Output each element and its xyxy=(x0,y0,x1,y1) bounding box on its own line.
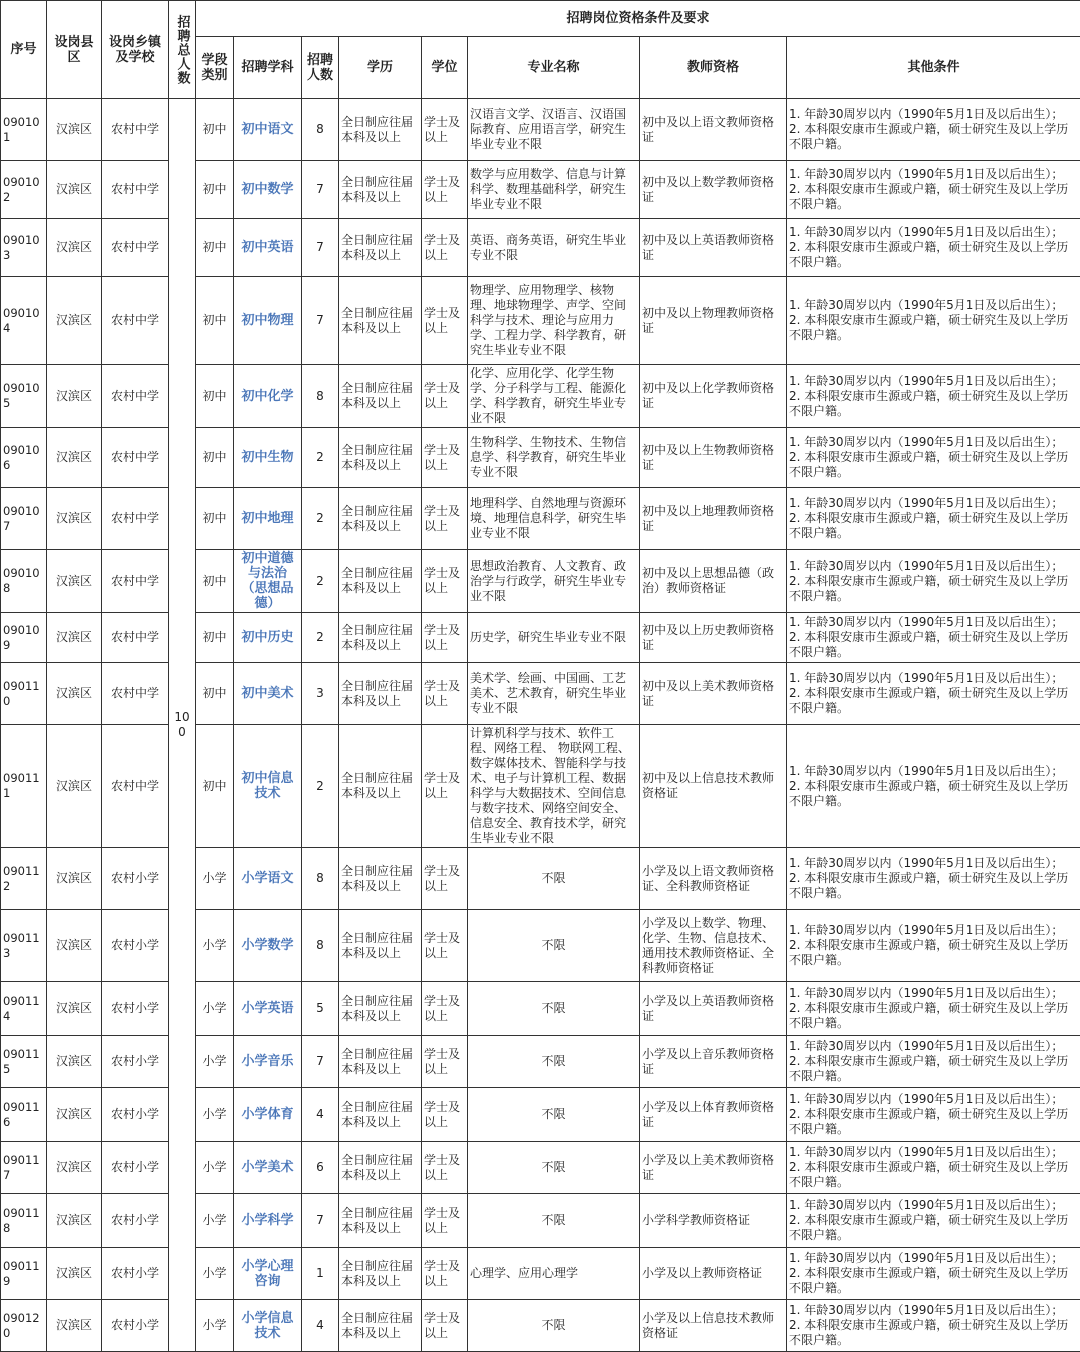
other-condition-age: 1. 年龄30周岁以内（1990年5月1日及以后出生）； xyxy=(789,1145,1078,1160)
row-education: 全日制应往届本科及以上 xyxy=(339,488,422,550)
row-stage: 初中 xyxy=(196,428,234,488)
row-major: 地理科学、自然地理与资源环境、地理信息科学，研究生毕业专业不限 xyxy=(468,488,640,550)
row-major: 心理学、应用心理学 xyxy=(468,1248,640,1300)
row-stage: 初中 xyxy=(196,550,234,613)
row-teacher-cert: 小学及以上体育教师资格证 xyxy=(640,1088,787,1142)
row-other-conditions xyxy=(787,277,1080,365)
row-teacher-cert: 初中及以上英语教师资格证 xyxy=(640,219,787,277)
header-total: 招聘总人数 xyxy=(169,1,196,99)
header-school: 设岗乡镇及学校 xyxy=(102,1,169,99)
table-row xyxy=(1,550,1080,613)
other-condition-age: 1. 年龄30周岁以内（1990年5月1日及以后出生）； xyxy=(789,923,1078,938)
row-district: 汉滨区 xyxy=(47,848,102,910)
row-other-conditions xyxy=(787,1036,1080,1088)
other-condition-household: 2. 本科限安康市生源或户籍，硕士研究生及以上学历不限户籍。 xyxy=(789,1054,1078,1084)
other-condition-age: 1. 年龄30周岁以内（1990年5月1日及以后出生）； xyxy=(789,615,1078,630)
other-condition-household: 2. 本科限安康市生源或户籍，硕士研究生及以上学历不限户籍。 xyxy=(789,182,1078,212)
other-condition-age: 1. 年龄30周岁以内（1990年5月1日及以后出生）； xyxy=(789,167,1078,182)
other-condition-household: 2. 本科限安康市生源或户籍，硕士研究生及以上学历不限户籍。 xyxy=(789,1160,1078,1190)
header-other: 其他条件 xyxy=(787,37,1080,99)
row-count: 7 xyxy=(302,1036,339,1088)
row-teacher-cert: 初中及以上美术教师资格证 xyxy=(640,663,787,725)
row-district: 汉滨区 xyxy=(47,277,102,365)
header-subject: 招聘学科 xyxy=(234,37,302,99)
row-count: 6 xyxy=(302,1142,339,1194)
row-district: 汉滨区 xyxy=(47,613,102,663)
row-subject: 初中地理 xyxy=(234,488,302,550)
other-condition-age: 1. 年龄30周岁以内（1990年5月1日及以后出生）； xyxy=(789,1039,1078,1054)
row-education: 全日制应往届本科及以上 xyxy=(339,1248,422,1300)
row-count: 8 xyxy=(302,99,339,161)
row-other-conditions xyxy=(787,1088,1080,1142)
row-school: 农村中学 xyxy=(102,550,169,613)
row-district: 汉滨区 xyxy=(47,161,102,219)
row-major: 不限 xyxy=(468,1088,640,1142)
row-district: 汉滨区 xyxy=(47,428,102,488)
row-education: 全日制应往届本科及以上 xyxy=(339,910,422,982)
row-district: 汉滨区 xyxy=(47,99,102,161)
row-education: 全日制应往届本科及以上 xyxy=(339,613,422,663)
row-code: 090111 xyxy=(1,725,47,848)
row-stage: 初中 xyxy=(196,365,234,428)
row-subject: 小学英语 xyxy=(234,982,302,1036)
row-school: 农村小学 xyxy=(102,1194,169,1248)
row-major: 不限 xyxy=(468,982,640,1036)
row-major: 美术学、绘画、中国画、工艺美术、艺术教育，研究生毕业专业不限 xyxy=(468,663,640,725)
row-count: 1 xyxy=(302,1248,339,1300)
row-stage: 初中 xyxy=(196,99,234,161)
row-teacher-cert: 初中及以上信息技术教师资格证 xyxy=(640,725,787,848)
row-teacher-cert: 初中及以上物理教师资格证 xyxy=(640,277,787,365)
row-count: 2 xyxy=(302,428,339,488)
header-stage: 学段类别 xyxy=(196,37,234,99)
row-degree: 学士及以上 xyxy=(422,663,468,725)
other-condition-household: 2. 本科限安康市生源或户籍，硕士研究生及以上学历不限户籍。 xyxy=(789,1001,1078,1031)
row-count: 2 xyxy=(302,613,339,663)
table-row xyxy=(1,663,1080,725)
row-subject: 初中化学 xyxy=(234,365,302,428)
row-degree: 学士及以上 xyxy=(422,725,468,848)
row-other-conditions xyxy=(787,982,1080,1036)
row-education: 全日制应往届本科及以上 xyxy=(339,365,422,428)
row-major: 不限 xyxy=(468,848,640,910)
row-code: 090113 xyxy=(1,910,47,982)
other-condition-household: 2. 本科限安康市生源或户籍，硕士研究生及以上学历不限户籍。 xyxy=(789,240,1078,270)
row-teacher-cert: 小学及以上信息技术教师资格证 xyxy=(640,1300,787,1352)
other-condition-age: 1. 年龄30周岁以内（1990年5月1日及以后出生）； xyxy=(789,1198,1078,1213)
header-degree: 学位 xyxy=(422,37,468,99)
other-condition-age: 1. 年龄30周岁以内（1990年5月1日及以后出生）； xyxy=(789,496,1078,511)
row-education: 全日制应往届本科及以上 xyxy=(339,1036,422,1088)
row-teacher-cert: 小学及以上语文教师资格证、全科教师资格证 xyxy=(640,848,787,910)
row-teacher-cert: 小学及以上数学、物理、化学、生物、信息技术、通用技术教师资格证、全科教师资格证 xyxy=(640,910,787,982)
table-row xyxy=(1,428,1080,488)
other-condition-household: 2. 本科限安康市生源或户籍，硕士研究生及以上学历不限户籍。 xyxy=(789,630,1078,660)
row-degree: 学士及以上 xyxy=(422,365,468,428)
row-school: 农村中学 xyxy=(102,99,169,161)
other-condition-age: 1. 年龄30周岁以内（1990年5月1日及以后出生）； xyxy=(789,986,1078,1001)
row-degree: 学士及以上 xyxy=(422,550,468,613)
row-school: 农村小学 xyxy=(102,1142,169,1194)
row-stage: 小学 xyxy=(196,848,234,910)
row-stage: 初中 xyxy=(196,219,234,277)
row-code: 090107 xyxy=(1,488,47,550)
other-condition-household: 2. 本科限安康市生源或户籍，硕士研究生及以上学历不限户籍。 xyxy=(789,574,1078,604)
row-major: 思想政治教育、人文教育、政治学与行政学，研究生毕业专业不限 xyxy=(468,550,640,613)
row-school: 农村小学 xyxy=(102,1300,169,1352)
row-education: 全日制应往届本科及以上 xyxy=(339,982,422,1036)
row-subject: 初中英语 xyxy=(234,219,302,277)
row-subject: 初中数学 xyxy=(234,161,302,219)
row-degree: 学士及以上 xyxy=(422,161,468,219)
row-code: 090109 xyxy=(1,613,47,663)
header-requirements: 招聘岗位资格条件及要求 xyxy=(196,1,1080,37)
other-condition-age: 1. 年龄30周岁以内（1990年5月1日及以后出生）； xyxy=(789,764,1078,779)
table-row xyxy=(1,1194,1080,1248)
row-school: 农村小学 xyxy=(102,910,169,982)
row-education: 全日制应往届本科及以上 xyxy=(339,663,422,725)
row-teacher-cert: 小学及以上音乐教师资格证 xyxy=(640,1036,787,1088)
row-degree: 学士及以上 xyxy=(422,982,468,1036)
row-stage: 初中 xyxy=(196,277,234,365)
row-code: 090105 xyxy=(1,365,47,428)
table-row xyxy=(1,1036,1080,1088)
table-row xyxy=(1,161,1080,219)
row-code: 090115 xyxy=(1,1036,47,1088)
table-row xyxy=(1,1248,1080,1300)
row-education: 全日制应往届本科及以上 xyxy=(339,725,422,848)
row-stage: 初中 xyxy=(196,663,234,725)
row-district: 汉滨区 xyxy=(47,219,102,277)
row-code: 090110 xyxy=(1,663,47,725)
row-degree: 学士及以上 xyxy=(422,1142,468,1194)
row-other-conditions xyxy=(787,910,1080,982)
row-count: 8 xyxy=(302,848,339,910)
row-count: 2 xyxy=(302,488,339,550)
other-condition-household: 2. 本科限安康市生源或户籍，硕士研究生及以上学历不限户籍。 xyxy=(789,511,1078,541)
table-row xyxy=(1,1088,1080,1142)
row-degree: 学士及以上 xyxy=(422,488,468,550)
row-count: 8 xyxy=(302,365,339,428)
row-district: 汉滨区 xyxy=(47,910,102,982)
row-code: 090103 xyxy=(1,219,47,277)
other-condition-household: 2. 本科限安康市生源或户籍，硕士研究生及以上学历不限户籍。 xyxy=(789,1266,1078,1296)
row-other-conditions xyxy=(787,1194,1080,1248)
row-stage: 小学 xyxy=(196,1194,234,1248)
row-stage: 小学 xyxy=(196,1036,234,1088)
row-education: 全日制应往届本科及以上 xyxy=(339,1300,422,1352)
row-degree: 学士及以上 xyxy=(422,613,468,663)
row-degree: 学士及以上 xyxy=(422,1036,468,1088)
row-school: 农村中学 xyxy=(102,663,169,725)
row-code: 090116 xyxy=(1,1088,47,1142)
row-stage: 初中 xyxy=(196,613,234,663)
row-count: 8 xyxy=(302,910,339,982)
row-degree: 学士及以上 xyxy=(422,1248,468,1300)
row-code: 090119 xyxy=(1,1248,47,1300)
row-stage: 小学 xyxy=(196,1300,234,1352)
other-condition-household: 2. 本科限安康市生源或户籍，硕士研究生及以上学历不限户籍。 xyxy=(789,389,1078,419)
row-degree: 学士及以上 xyxy=(422,910,468,982)
row-subject: 初中物理 xyxy=(234,277,302,365)
other-condition-household: 2. 本科限安康市生源或户籍，硕士研究生及以上学历不限户籍。 xyxy=(789,1107,1078,1137)
row-subject: 初中道德与法治（思想品德） xyxy=(234,550,302,613)
row-degree: 学士及以上 xyxy=(422,219,468,277)
row-major: 不限 xyxy=(468,1300,640,1352)
row-district: 汉滨区 xyxy=(47,1036,102,1088)
row-education: 全日制应往届本科及以上 xyxy=(339,1088,422,1142)
row-count: 2 xyxy=(302,725,339,848)
row-school: 农村小学 xyxy=(102,848,169,910)
row-code: 090102 xyxy=(1,161,47,219)
other-condition-age: 1. 年龄30周岁以内（1990年5月1日及以后出生）； xyxy=(789,435,1078,450)
row-district: 汉滨区 xyxy=(47,982,102,1036)
row-district: 汉滨区 xyxy=(47,725,102,848)
row-count: 3 xyxy=(302,663,339,725)
row-subject: 初中信息技术 xyxy=(234,725,302,848)
row-other-conditions xyxy=(787,550,1080,613)
row-school: 农村小学 xyxy=(102,982,169,1036)
row-teacher-cert: 初中及以上地理教师资格证 xyxy=(640,488,787,550)
other-condition-household: 2. 本科限安康市生源或户籍，硕士研究生及以上学历不限户籍。 xyxy=(789,686,1078,716)
row-school: 农村小学 xyxy=(102,1088,169,1142)
row-education: 全日制应往届本科及以上 xyxy=(339,428,422,488)
row-code: 090118 xyxy=(1,1194,47,1248)
table-row xyxy=(1,365,1080,428)
row-school: 农村中学 xyxy=(102,161,169,219)
row-other-conditions xyxy=(787,161,1080,219)
row-school: 农村小学 xyxy=(102,1036,169,1088)
row-other-conditions xyxy=(787,613,1080,663)
row-other-conditions xyxy=(787,1248,1080,1300)
row-degree: 学士及以上 xyxy=(422,428,468,488)
row-other-conditions xyxy=(787,663,1080,725)
row-school: 农村中学 xyxy=(102,219,169,277)
table-row xyxy=(1,277,1080,365)
row-subject: 初中美术 xyxy=(234,663,302,725)
other-condition-household: 2. 本科限安康市生源或户籍，硕士研究生及以上学历不限户籍。 xyxy=(789,871,1078,901)
row-code: 090108 xyxy=(1,550,47,613)
row-major: 不限 xyxy=(468,1036,640,1088)
row-teacher-cert: 初中及以上历史教师资格证 xyxy=(640,613,787,663)
row-other-conditions xyxy=(787,725,1080,848)
row-major: 不限 xyxy=(468,1194,640,1248)
table-row xyxy=(1,1300,1080,1352)
row-district: 汉滨区 xyxy=(47,663,102,725)
row-stage: 小学 xyxy=(196,1248,234,1300)
row-education: 全日制应往届本科及以上 xyxy=(339,219,422,277)
table-row xyxy=(1,1142,1080,1194)
row-education: 全日制应往届本科及以上 xyxy=(339,848,422,910)
table-row xyxy=(1,910,1080,982)
header-major: 专业名称 xyxy=(468,37,640,99)
row-teacher-cert: 初中及以上思想品德（政治）教师资格证 xyxy=(640,550,787,613)
row-major: 物理学、应用物理学、核物理、地球物理学、声学、空间科学与技术、理论与应用力学、工程力学、科学教育，研究生毕业专业不限 xyxy=(468,277,640,365)
row-degree: 学士及以上 xyxy=(422,1194,468,1248)
row-major: 汉语言文学、汉语言、汉语国际教育、应用语言学，研究生毕业专业不限 xyxy=(468,99,640,161)
row-other-conditions xyxy=(787,219,1080,277)
row-education: 全日制应往届本科及以上 xyxy=(339,277,422,365)
row-school: 农村中学 xyxy=(102,277,169,365)
row-school: 农村小学 xyxy=(102,1248,169,1300)
header-count: 招聘人数 xyxy=(302,37,339,99)
row-code: 090101 xyxy=(1,99,47,161)
row-other-conditions xyxy=(787,1300,1080,1352)
other-condition-age: 1. 年龄30周岁以内（1990年5月1日及以后出生）； xyxy=(789,298,1078,313)
other-condition-age: 1. 年龄30周岁以内（1990年5月1日及以后出生）； xyxy=(789,559,1078,574)
row-district: 汉滨区 xyxy=(47,1194,102,1248)
row-count: 7 xyxy=(302,1194,339,1248)
other-condition-age: 1. 年龄30周岁以内（1990年5月1日及以后出生）； xyxy=(789,1251,1078,1266)
other-condition-household: 2. 本科限安康市生源或户籍，硕士研究生及以上学历不限户籍。 xyxy=(789,450,1078,480)
table-row xyxy=(1,613,1080,663)
row-subject: 初中生物 xyxy=(234,428,302,488)
row-subject: 小学体育 xyxy=(234,1088,302,1142)
row-other-conditions xyxy=(787,428,1080,488)
row-district: 汉滨区 xyxy=(47,1142,102,1194)
row-stage: 小学 xyxy=(196,982,234,1036)
row-other-conditions xyxy=(787,488,1080,550)
header-teacher-cert: 教师资格 xyxy=(640,37,787,99)
row-education: 全日制应往届本科及以上 xyxy=(339,1142,422,1194)
row-district: 汉滨区 xyxy=(47,550,102,613)
row-subject: 小学音乐 xyxy=(234,1036,302,1088)
row-district: 汉滨区 xyxy=(47,1088,102,1142)
row-school: 农村中学 xyxy=(102,428,169,488)
other-condition-age: 1. 年龄30周岁以内（1990年5月1日及以后出生）； xyxy=(789,1303,1078,1318)
row-education: 全日制应往届本科及以上 xyxy=(339,99,422,161)
row-degree: 学士及以上 xyxy=(422,99,468,161)
row-subject: 小学信息技术 xyxy=(234,1300,302,1352)
row-teacher-cert: 初中及以上生物教师资格证 xyxy=(640,428,787,488)
total-count: 100 xyxy=(169,99,196,1352)
row-subject: 小学语文 xyxy=(234,848,302,910)
row-count: 7 xyxy=(302,219,339,277)
row-stage: 小学 xyxy=(196,1142,234,1194)
row-major: 生物科学、生物技术、生物信息学、科学教育，研究生毕业专业不限 xyxy=(468,428,640,488)
other-condition-age: 1. 年龄30周岁以内（1990年5月1日及以后出生）； xyxy=(789,856,1078,871)
row-other-conditions xyxy=(787,1142,1080,1194)
header-seq: 序号 xyxy=(1,1,47,99)
row-count: 2 xyxy=(302,550,339,613)
other-condition-age: 1. 年龄30周岁以内（1990年5月1日及以后出生）； xyxy=(789,1092,1078,1107)
row-subject: 小学科学 xyxy=(234,1194,302,1248)
row-subject: 初中历史 xyxy=(234,613,302,663)
row-code: 090114 xyxy=(1,982,47,1036)
row-subject: 小学数学 xyxy=(234,910,302,982)
table-row xyxy=(1,219,1080,277)
row-code: 090112 xyxy=(1,848,47,910)
table-row xyxy=(1,848,1080,910)
other-condition-household: 2. 本科限安康市生源或户籍，硕士研究生及以上学历不限户籍。 xyxy=(789,779,1078,809)
row-teacher-cert: 初中及以上数学教师资格证 xyxy=(640,161,787,219)
row-major: 不限 xyxy=(468,910,640,982)
other-condition-household: 2. 本科限安康市生源或户籍，硕士研究生及以上学历不限户籍。 xyxy=(789,313,1078,343)
table-row xyxy=(1,99,1080,161)
other-condition-age: 1. 年龄30周岁以内（1990年5月1日及以后出生）； xyxy=(789,107,1078,122)
header-education: 学历 xyxy=(339,37,422,99)
row-education: 全日制应往届本科及以上 xyxy=(339,550,422,613)
row-major: 不限 xyxy=(468,1142,640,1194)
row-degree: 学士及以上 xyxy=(422,277,468,365)
row-major: 化学、应用化学、化学生物学、分子科学与工程、能源化学、科学教育，研究生毕业专业不限 xyxy=(468,365,640,428)
row-major: 历史学，研究生毕业专业不限 xyxy=(468,613,640,663)
row-major: 英语、商务英语，研究生毕业专业不限 xyxy=(468,219,640,277)
other-condition-household: 2. 本科限安康市生源或户籍，硕士研究生及以上学历不限户籍。 xyxy=(789,938,1078,968)
row-code: 090106 xyxy=(1,428,47,488)
table-body xyxy=(1,99,1080,1352)
row-teacher-cert: 小学及以上美术教师资格证 xyxy=(640,1142,787,1194)
other-condition-age: 1. 年龄30周岁以内（1990年5月1日及以后出生）； xyxy=(789,374,1078,389)
row-school: 农村中学 xyxy=(102,488,169,550)
row-count: 4 xyxy=(302,1300,339,1352)
row-stage: 初中 xyxy=(196,161,234,219)
row-stage: 小学 xyxy=(196,1088,234,1142)
row-degree: 学士及以上 xyxy=(422,848,468,910)
row-teacher-cert: 初中及以上化学教师资格证 xyxy=(640,365,787,428)
table-row xyxy=(1,982,1080,1036)
other-condition-household: 2. 本科限安康市生源或户籍，硕士研究生及以上学历不限户籍。 xyxy=(789,1213,1078,1243)
row-count: 7 xyxy=(302,277,339,365)
row-teacher-cert: 小学及以上教师资格证 xyxy=(640,1248,787,1300)
row-stage: 小学 xyxy=(196,910,234,982)
row-code: 090120 xyxy=(1,1300,47,1352)
row-degree: 学士及以上 xyxy=(422,1300,468,1352)
table-row xyxy=(1,488,1080,550)
row-code: 090104 xyxy=(1,277,47,365)
row-subject: 小学心理咨询 xyxy=(234,1248,302,1300)
row-degree: 学士及以上 xyxy=(422,1088,468,1142)
row-major: 数学与应用数学、信息与计算科学、数理基础科学，研究生毕业专业不限 xyxy=(468,161,640,219)
row-subject: 初中语文 xyxy=(234,99,302,161)
table-row xyxy=(1,725,1080,848)
row-count: 4 xyxy=(302,1088,339,1142)
header-district: 设岗县区 xyxy=(47,1,102,99)
other-condition-age: 1. 年龄30周岁以内（1990年5月1日及以后出生）； xyxy=(789,671,1078,686)
other-condition-household: 2. 本科限安康市生源或户籍，硕士研究生及以上学历不限户籍。 xyxy=(789,1318,1078,1348)
row-count: 7 xyxy=(302,161,339,219)
row-other-conditions xyxy=(787,99,1080,161)
row-stage: 初中 xyxy=(196,488,234,550)
row-teacher-cert: 小学及以上英语教师资格证 xyxy=(640,982,787,1036)
other-condition-age: 1. 年龄30周岁以内（1990年5月1日及以后出生）； xyxy=(789,225,1078,240)
row-code: 090117 xyxy=(1,1142,47,1194)
row-school: 农村中学 xyxy=(102,365,169,428)
row-school: 农村中学 xyxy=(102,613,169,663)
row-teacher-cert: 小学科学教师资格证 xyxy=(640,1194,787,1248)
row-district: 汉滨区 xyxy=(47,1248,102,1300)
row-count: 5 xyxy=(302,982,339,1036)
row-education: 全日制应往届本科及以上 xyxy=(339,1194,422,1248)
row-district: 汉滨区 xyxy=(47,1300,102,1352)
row-major: 计算机科学与技术、软件工程、网络工程、 物联网工程、数字媒体技术、智能科学与技术、电子与计算机工程、数据科学与大数据技术、空间信息与数字技术、网络空间安全、信息安全、教育技术学，研究生毕业专业不限 xyxy=(468,725,640,848)
row-other-conditions xyxy=(787,848,1080,910)
row-district: 汉滨区 xyxy=(47,365,102,428)
row-education: 全日制应往届本科及以上 xyxy=(339,161,422,219)
row-subject: 小学美术 xyxy=(234,1142,302,1194)
row-teacher-cert: 初中及以上语文教师资格证 xyxy=(640,99,787,161)
row-school: 农村中学 xyxy=(102,725,169,848)
other-condition-household: 2. 本科限安康市生源或户籍，硕士研究生及以上学历不限户籍。 xyxy=(789,122,1078,152)
row-district: 汉滨区 xyxy=(47,488,102,550)
row-other-conditions xyxy=(787,365,1080,428)
row-stage: 初中 xyxy=(196,725,234,848)
